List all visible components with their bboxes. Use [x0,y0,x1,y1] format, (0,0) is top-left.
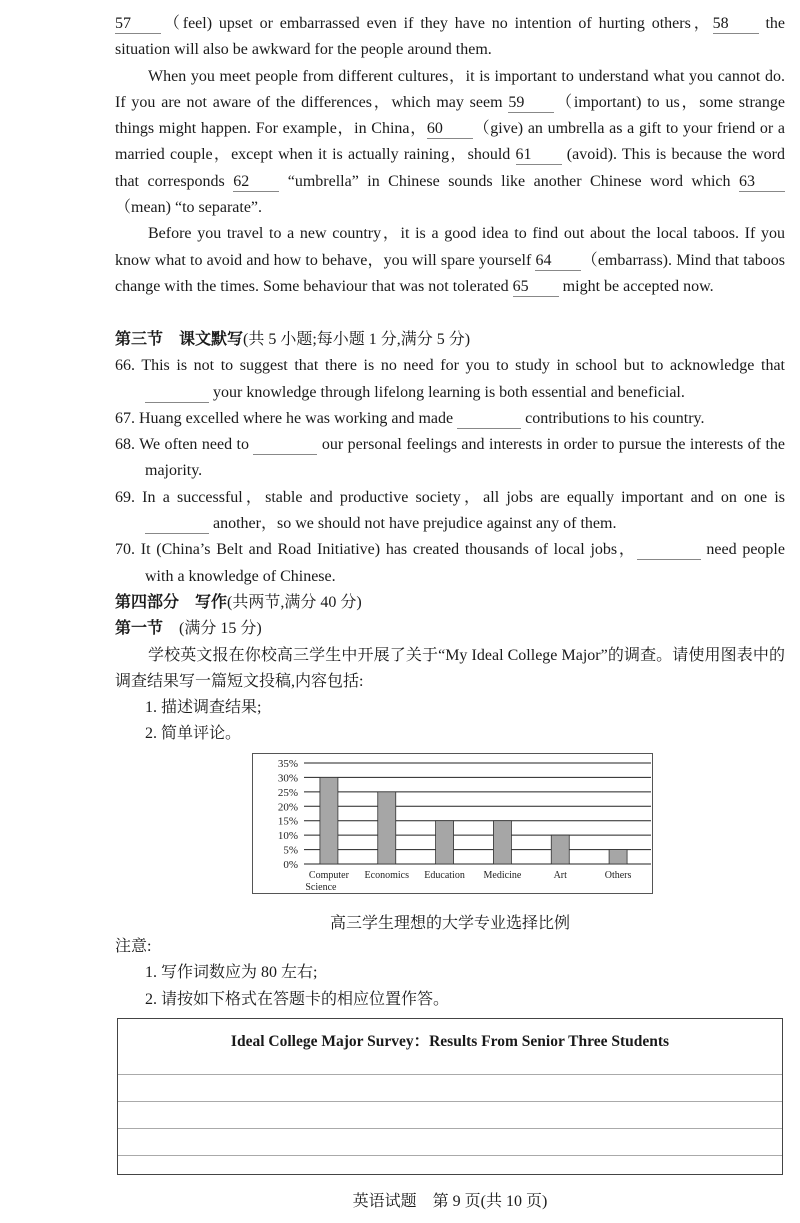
text-run: Before you travel to a new country，it is a good idea to find out about the local taboos. If you know what to avoid and how to behave，you will spare yourself [115,225,785,269]
page-footer: 英语试题 第 9 页(共 10 页) [352,1193,548,1210]
x-tick-label: Education [424,870,465,881]
part-4-section-1-heading [115,616,785,642]
bar-4 [551,835,569,864]
heading-note: (共 5 小题;每小题 1 分,满分 5 分) [243,331,471,348]
answer-title: Ideal College Major Survey：Results From Senior Three Students [230,1033,670,1050]
answer-blank-57: 57 [115,15,161,34]
text-run: need people with a knowledge of Chinese. [145,541,785,585]
writing-line [118,1101,782,1102]
heading-text: 第三节 课文默写 [115,331,244,348]
bar-0 [320,777,338,864]
answer-blank-63: 63 [739,173,785,192]
bar-3 [493,821,511,864]
fill-blank [145,384,209,403]
answer-box [117,1018,783,1175]
heading-text: 第四部分 写作 [115,593,228,611]
bar-2 [436,821,454,864]
x-tick-label: Computer [308,870,349,881]
x-tick-label: Economics [364,870,409,881]
heading-note: (共两节,满分 40 分) [227,593,362,611]
text-run: might be accepted now. [558,277,714,295]
dictation-item [115,432,785,485]
y-tick-label: 25% [277,786,298,799]
notes-heading: 注意: [115,938,152,955]
text-run: 70. It (China’s Belt and Road Initiative) has created thousands of local jobs， [115,541,637,559]
bar-1 [378,792,396,864]
x-tick-label: Others [604,870,632,881]
heading-text: 第一节 [115,620,180,638]
section-3 [115,327,785,748]
text-run: 69. In a successful，stable and productive society，all jobs are equally important and on one is [115,488,785,506]
y-tick-label: 30% [277,772,298,785]
text-run: When you meet people from different cultures，it is important to understand what you cannot do. If you are not aware of the differences，which may seem [115,67,785,111]
text-run: another，so we should not have prejudice against any of them. [209,515,617,533]
answer-blank-65: 65 [513,278,559,297]
dictation-items [115,353,785,590]
y-tick-label: 0% [283,859,298,871]
fill-blank [637,541,701,560]
part-4-heading [115,590,785,616]
y-tick-label: 15% [277,815,298,828]
text-run: （feel) upset or embarrassed even if they have no intention of hurting others， [161,15,713,32]
text-run: “umbrella” in Chinese sounds like another Chinese word which [279,172,739,190]
bar-5 [609,850,627,864]
dictation-item [115,353,785,406]
y-tick-label: 20% [277,801,298,814]
prompt-point: 1. 描述调查结果; [145,699,262,717]
prompt-point: 2. 简单评论。 [145,725,242,743]
section-3-heading [115,327,785,353]
answer-blank-62: 62 [233,173,279,192]
text-run: （embarrass). Mind that taboos change with the times. Some behaviour that was not tolerated [115,251,785,295]
text-run: （mean) “to separate”. [115,199,263,217]
fill-blank [457,410,521,429]
x-tick-label: Science [305,882,337,893]
text-run: 67. Huang excelled where he was working and made [115,409,458,427]
writing-line [118,1074,782,1075]
answer-blank-58: 58 [713,15,759,34]
fill-blank [253,436,317,455]
writing-prompt: 学校英文报在你校高三学生中开展了关于“My Ideal College Major”的调查。请使用图表中的调查结果写一篇短文投稿,内容包括: [115,646,785,690]
notes [115,934,785,1013]
answer-blank-64: 64 [535,252,581,271]
writing-line [118,1128,782,1129]
answer-blank-60: 60 [427,120,473,139]
paragraph [115,64,785,222]
text-run: 66. This is not to suggest that there is no need for you to study in school but to acknowledge that [115,357,785,375]
note-item: 2. 请按如下格式在答题卡的相应位置作答。 [145,990,450,1008]
text-run: 68. We often need to [115,436,254,454]
answer-blank-59: 59 [508,94,554,113]
passage [115,11,785,300]
text-run: your knowledge through lifelong learning is both essential and beneficial. [209,383,685,401]
chart-svg [253,754,654,895]
dictation-item [115,406,785,432]
note-item: 1. 写作词数应为 80 左右; [145,964,318,982]
dictation-item [115,537,785,590]
y-tick-label: 10% [277,830,298,843]
x-tick-label: Medicine [483,870,522,881]
paragraph [115,11,785,64]
text-run: (avoid). This is because the word that corresponds [115,146,785,190]
chart-caption: 高三学生理想的大学专业选择比例 [329,915,570,932]
fill-blank [145,515,209,534]
paragraph [115,221,785,300]
text-run: （give) an umbrella as a gift to your friend or a married couple，except when it is actually raining，should [115,120,785,164]
dictation-item [115,485,785,538]
text-run: our personal feelings and interests in order to pursue the interests of the majority. [145,436,785,480]
heading-note: (满分 15 分) [179,620,262,638]
text-run: （important) to us，some strange things might happen. For example，in China， [115,93,785,138]
text-run: the situation will also be awkward for the people around them. [115,15,785,59]
x-tick-label: Art [553,870,567,881]
text-run: contributions to his country. [521,409,705,427]
writing-line [118,1155,782,1156]
y-tick-label: 5% [283,844,298,857]
bar-chart [252,753,653,894]
answer-blank-61: 61 [516,146,562,165]
y-tick-label: 35% [277,758,298,770]
